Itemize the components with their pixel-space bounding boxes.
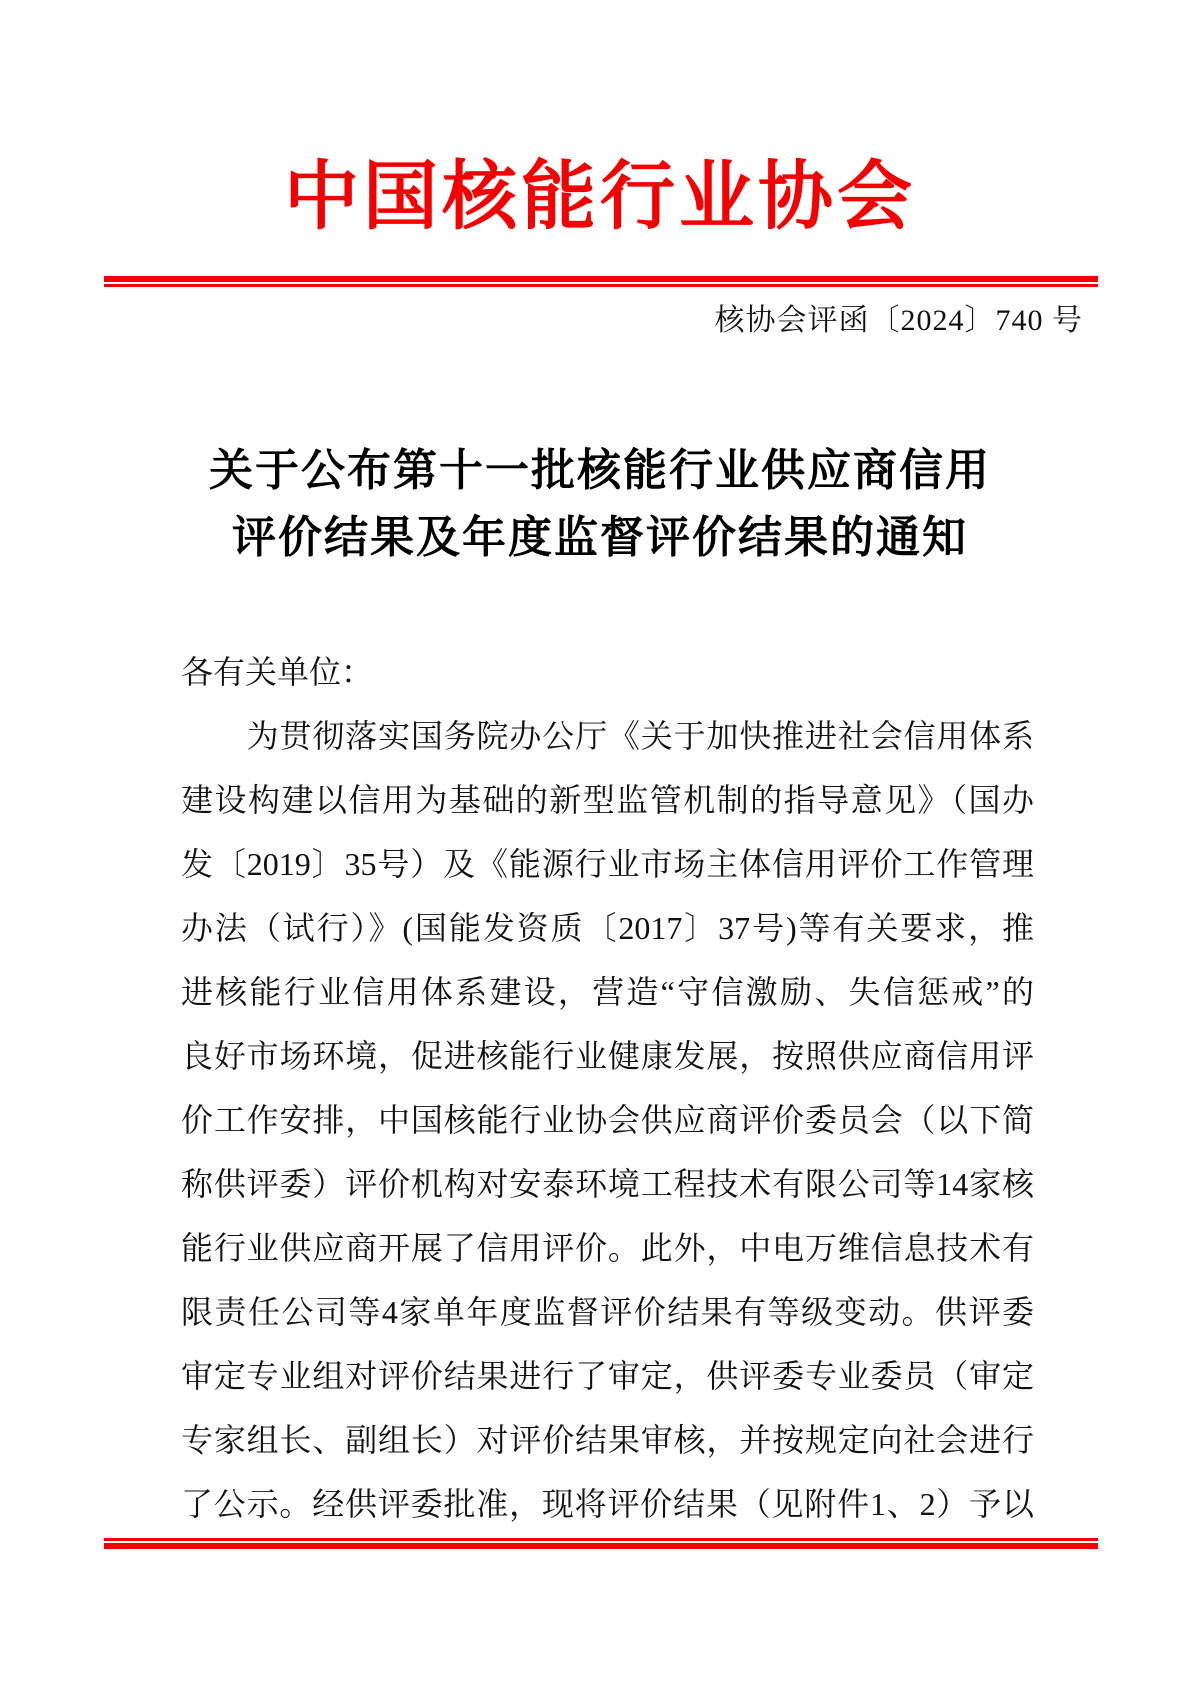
separator-thick-line	[104, 276, 1098, 282]
body-line: 称供评委）评价机构对安泰环境工程技术有限公司等14家核	[181, 1166, 1034, 1202]
body-paragraph	[181, 704, 1034, 1536]
body-line: 办法（试行）》(国能发资质〔2017〕37号)等有关要求，推	[181, 910, 1034, 946]
body-line: 限责任公司等4家单年度监督评价结果有等级变动。供评委	[181, 1294, 1034, 1330]
body-line: 能行业供应商开展了信用评价。此外，中电万维信息技术有	[181, 1230, 1034, 1266]
body-line: 为贯彻落实国务院办公厅《关于加快推进社会信用体系	[181, 718, 1034, 754]
body-line: 发〔2019〕35号）及《能源行业市场主体信用评价工作管理	[181, 846, 1034, 882]
letterhead-separator	[104, 276, 1098, 287]
body-line: 良好市场环境，促进核能行业健康发展，按照供应商信用评	[181, 1038, 1034, 1074]
document-title	[0, 437, 1200, 571]
salutation: 各有关单位：	[181, 654, 374, 690]
separator-thin-line	[104, 1538, 1098, 1541]
document-title-line1: 关于公布第十一批核能行业供应商信用	[209, 446, 991, 495]
body-line: 专家组长、副组长）对评价结果审核，并按规定向社会进行	[181, 1422, 1034, 1458]
document-title-line2: 评价结果及年度监督评价结果的通知	[232, 513, 968, 562]
body-line: 建设构建以信用为基础的新型监管机制的指导意见》（国办	[181, 782, 1034, 818]
document-body	[181, 640, 1034, 1536]
footer-separator	[104, 1538, 1098, 1549]
body-line: 了公示。经供评委批准，现将评价结果（见附件1、2）予以	[181, 1486, 1034, 1522]
separator-thick-line	[104, 1543, 1098, 1549]
separator-thin-line	[104, 284, 1098, 287]
body-line: 进核能行业信用体系建设，营造“守信激励、失信惩戒”的	[181, 974, 1034, 1010]
document-number: 核协会评函〔2024〕740 号	[714, 304, 1083, 337]
body-line: 审定专业组对评价结果进行了审定，供评委专业委员（审定	[181, 1358, 1034, 1394]
body-line: 价工作安排，中国核能行业协会供应商评价委员会（以下简	[181, 1102, 1034, 1138]
letterhead-org-name: 中国核能行业协会	[283, 156, 916, 239]
